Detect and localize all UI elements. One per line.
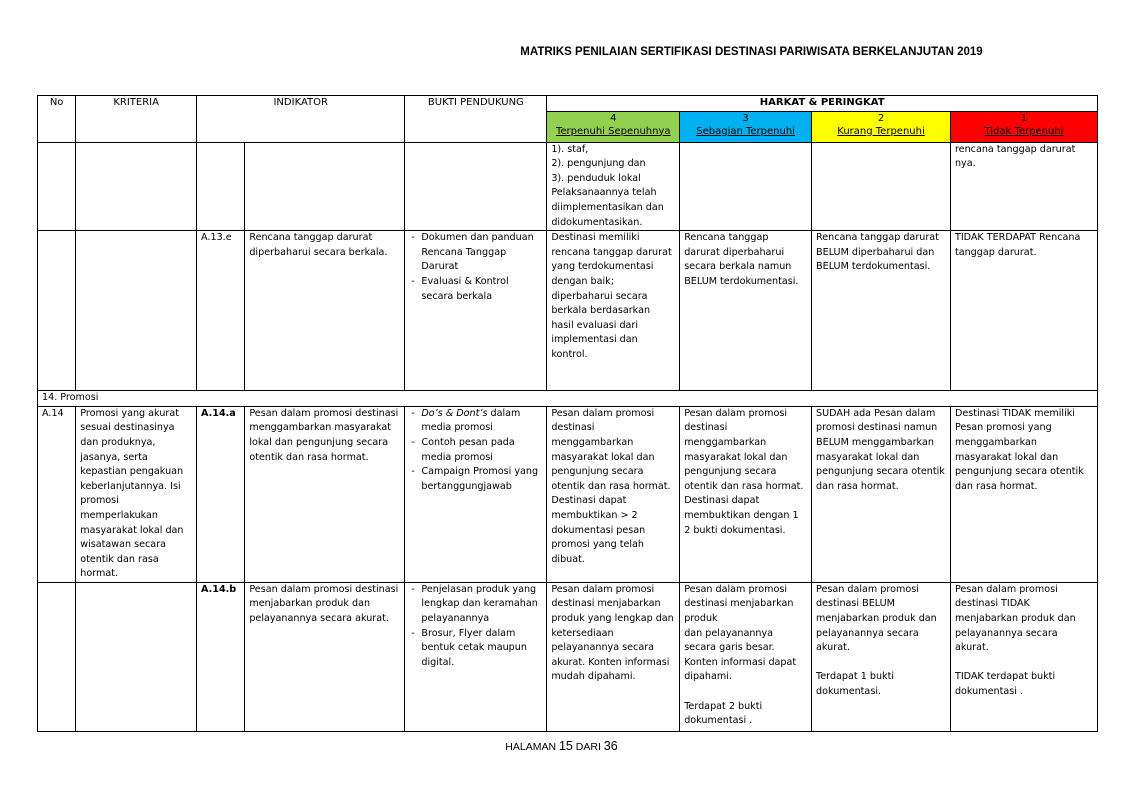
assessment-matrix-table: [37, 95, 1098, 732]
table-row-a14b: [38, 582, 1098, 731]
rank-1-header: 1 Tidak Terpenuhi: [950, 111, 1097, 142]
indicator-text: Pesan dalam promosi destinasi menggambarkan masyarakat lokal dan pengunjung secara otentik dan rasa hormat.: [245, 406, 405, 582]
indicator-code: A.14.a: [197, 406, 245, 582]
cont-rank-1-cell: rencana tanggap darurat nya.: [950, 142, 1097, 231]
header-harkat-peringkat: HARKAT & PERINGKAT: [547, 96, 1098, 112]
evidence-cell: - Do’s & Dont’s dalam media promosi - Contoh pesan pada media promosi - Campaign Promosi yang bertanggungjawab: [405, 406, 547, 582]
rank-1-cell: Destinasi TIDAK memiliki Pesan promosi yang menggambarkan masyarakat lokal dan pengunjung secara otentik dan rasa hormat.: [950, 406, 1097, 582]
criteria-number: A.14: [38, 406, 76, 582]
rank-3-header: 3 Sebagian Terpenuhi: [680, 111, 812, 142]
rank-3-cell: Pesan dalam promosi destinasi menjabarkan produk dan pelayanannya secara garis besar. Konten informasi dapat dipahami. Terdapat 2 bukti dokumentasi .: [680, 582, 812, 731]
criteria-text: Promosi yang akurat sesuai destinasinya dan produknya, jasanya, serta kepastian pengakuan keberlanjutannya. Isi promosi memperlakukan masyarakat lokal dan wisatawan secara otentik dan rasa hormat.: [76, 406, 197, 582]
table-row-a13e: [38, 231, 1098, 391]
rank-4-cell: Destinasi memiliki rencana tanggap darurat yang terdokumentasi dengan baik; diperbaharui secara berkala berdasarkan hasil evaluasi dari implementasi dan kontrol.: [547, 231, 680, 391]
header-no: No: [38, 96, 76, 143]
total-pages: 36: [603, 739, 618, 753]
rank-4-cell: Pesan dalam promosi destinasi menggambarkan masyarakat lokal dan pengunjung secara otentik dan rasa hormat. Destinasi dapat membuktikan > 2 dokumentasi pesan promosi yang telah dibuat.: [547, 406, 680, 582]
indicator-code: A.13.e: [197, 231, 245, 391]
rank-2-cell: Pesan dalam promosi destinasi BELUM menjabarkan produk dan pelayanannya secara akurat. Terdapat 1 bukti dokumentasi.: [812, 582, 951, 731]
current-page-number: 15: [558, 739, 573, 753]
rank-4-cell: Pesan dalam promosi destinasi menjabarkan produk yang lengkap dan ketersediaan pelayanannya secara akurat. Konten informasi mudah dipahami.: [547, 582, 680, 731]
evidence-cell: - Dokumen dan panduan Rencana Tanggap Darurat - Evaluasi & Kontrol secara berkala: [405, 231, 547, 391]
rank-2-cell: SUDAH ada Pesan dalam promosi destinasi namun BELUM menggambarkan masyarakat lokal dan pengunjung secara otentik dan rasa hormat.: [812, 406, 951, 582]
header-indikator: INDIKATOR: [197, 96, 405, 143]
section-title: 14. Promosi: [38, 391, 1098, 407]
table-row-continuation: [38, 142, 1098, 231]
indicator-text: Rencana tanggap darurat diperbaharui secara berkala.: [245, 231, 405, 391]
header-kriteria: KRITERIA: [76, 96, 197, 143]
rank-3-cell: Rencana tanggap darurat diperbaharui secara berkala namun BELUM terdokumentasi.: [680, 231, 812, 391]
section-row-promosi: [38, 391, 1098, 407]
rank-2-cell: Rencana tanggap darurat BELUM diperbaharui dan BELUM terdokumentasi.: [812, 231, 951, 391]
indicator-text: Pesan dalam promosi destinasi menjabarkan produk dan pelayanannya secara akurat.: [245, 582, 405, 731]
rank-3-cell: Pesan dalam promosi destinasi menggambarkan masyarakat lokal dan pengunjung secara otentik dan rasa hormat. Destinasi dapat membuktikan dengan 1 2 bukti dokumentasi.: [680, 406, 812, 582]
rank-1-cell: TIDAK TERDAPAT Rencana tanggap darurat.: [950, 231, 1097, 391]
cont-rank-4-cell: 1). staf, 2). pengunjung dan 3). penduduk lokal Pelaksanaannya telah diimplementasikan dan didokumentasikan.: [547, 142, 680, 231]
document-title: MATRIKS PENILAIAN SERTIFIKASI DESTINASI PARIWISATA BERKELANJUTAN 2019: [520, 46, 983, 58]
table-row-a14a: [38, 406, 1098, 582]
header-bukti-pendukung: BUKTI PENDUKUNG: [405, 96, 547, 143]
page-footer: HALAMAN 15 DARI 36: [505, 739, 618, 753]
indicator-code: A.14.b: [197, 582, 245, 731]
rank-1-cell: Pesan dalam promosi destinasi TIDAK menjabarkan produk dan pelayanannya secara akurat. TIDAK terdapat bukti dokumentasi .: [950, 582, 1097, 731]
evidence-cell: - Penjelasan produk yang lengkap dan keramahan pelayanannya - Brosur, Flyer dalam bentuk cetak maupun digital.: [405, 582, 547, 731]
rank-2-header: 2 Kurang Terpenuhi: [812, 111, 951, 142]
header-row: [38, 96, 1098, 112]
rank-4-header: 4 Terpenuhi Sepenuhnya: [547, 111, 680, 142]
